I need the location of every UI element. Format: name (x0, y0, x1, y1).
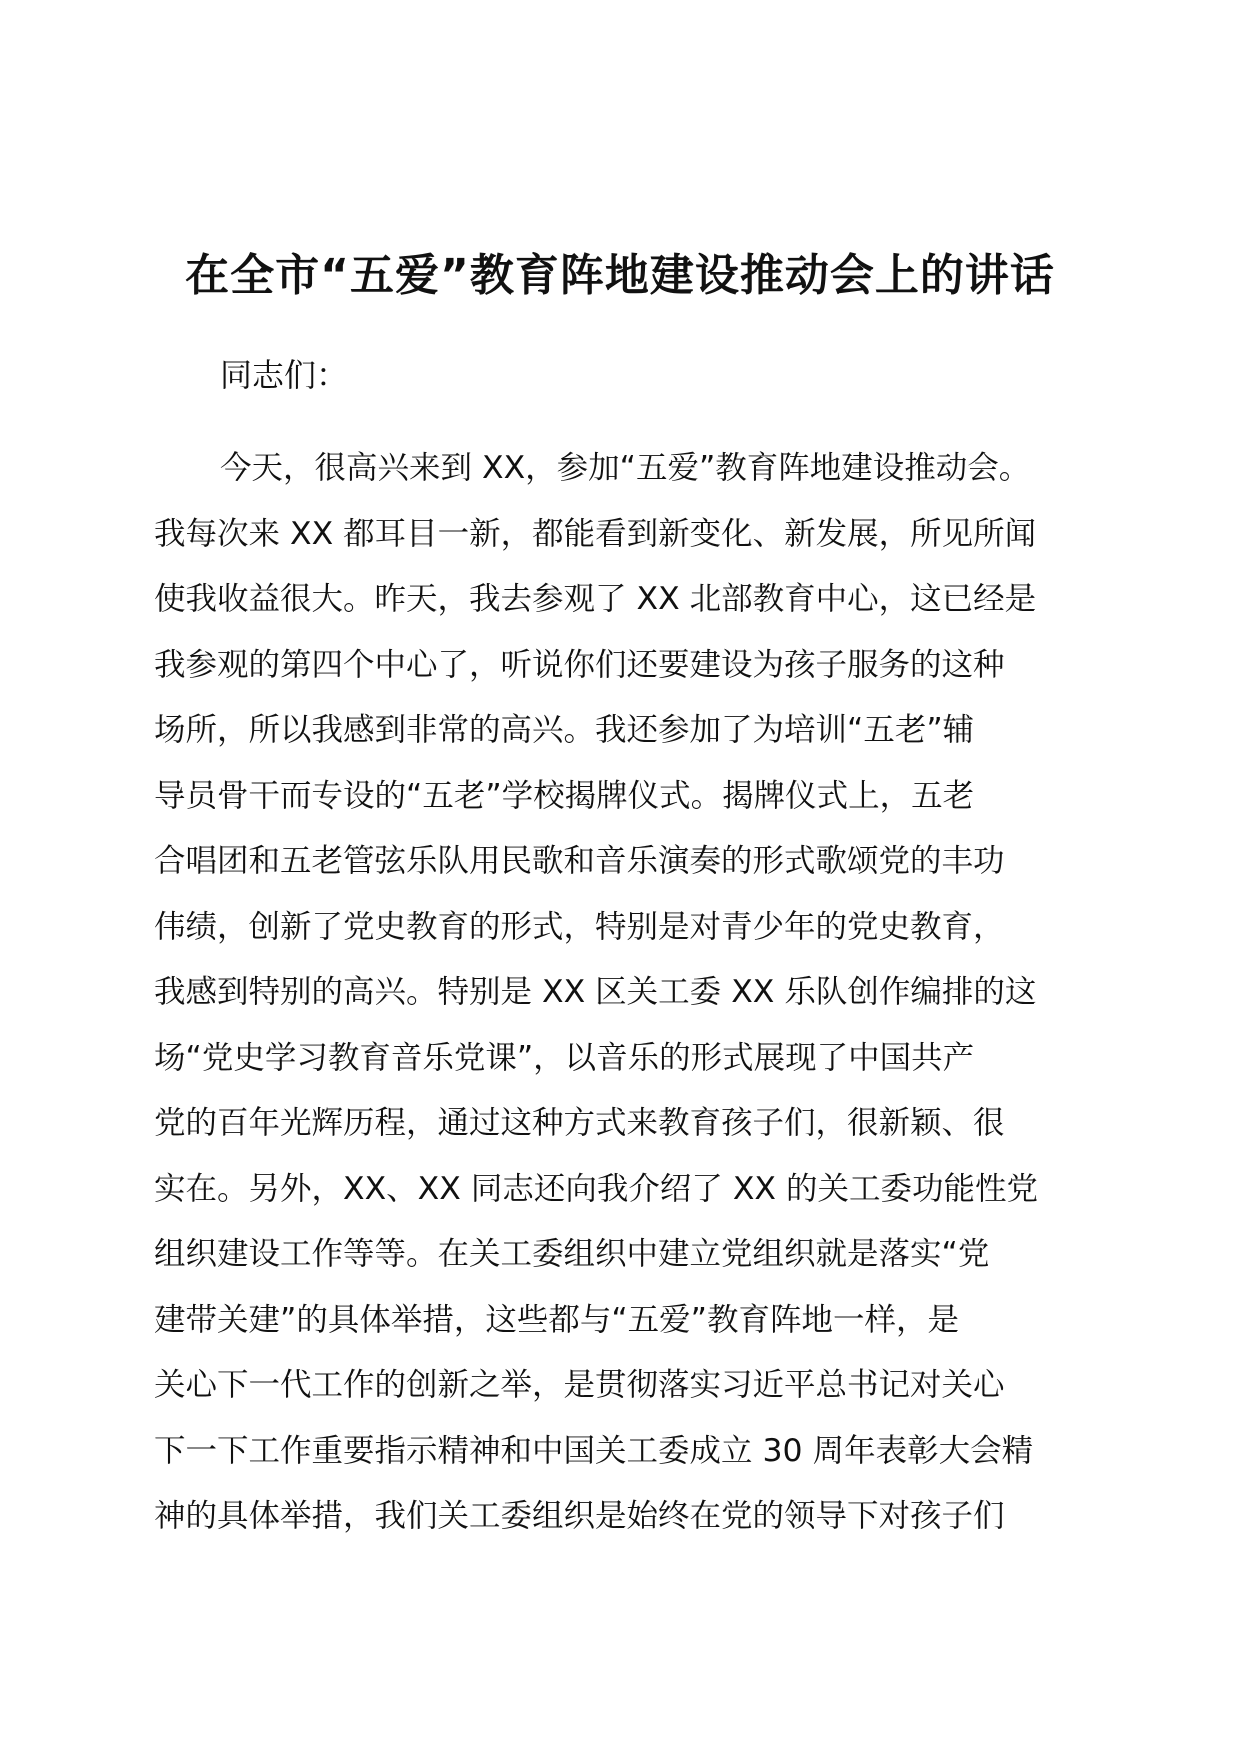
body-line: 组织建设工作等等。在关工委组织中建立党组织就是落实“党 (154, 1236, 990, 1272)
body-line: 场所，所以我感到非常的高兴。我还参加了为培训“五老”辅 (154, 712, 975, 748)
body-line: 建带关建”的具体举措，这些都与“五爱”教育阵地一样，是 (154, 1301, 959, 1338)
body-line: 导员骨干而专设的“五老”学校揭牌仪式。揭牌仪式上，五老 (154, 777, 975, 814)
document-title: 在全市“五爱”教育阵地建设推动会上的讲话 (185, 250, 1055, 301)
body-line: 我感到特别的高兴。特别是 XX 区关工委 XX 乐队创作编排的这 (154, 974, 1037, 1010)
body-line: 我参观的第四个中心了，听说你们还要建设为孩子服务的这种 (154, 646, 1005, 683)
body-line: 我每次来 XX 都耳目一新，都能看到新变化、新发展，所见所闻 (154, 515, 1037, 552)
body-line: 场“党史学习教育音乐党课”，以音乐的形式展现了中国共产 (154, 1039, 975, 1076)
body-line: 神的具体举措，我们关工委组织是始终在党的领导下对孩子们 (154, 1498, 1005, 1534)
body-line: 合唱团和五老管弦乐队用民歌和音乐演奏的形式歌颂党的丰功 (154, 843, 1005, 879)
body-line: 实在。另外，XX、XX 同志还向我介绍了 XX 的关工委功能性党 (154, 1170, 1039, 1207)
body-line: 党的百年光辉历程，通过这种方式来教育孩子们，很新颖、很 (154, 1105, 1005, 1141)
salutation: 同志们： (220, 356, 349, 394)
body-line: 下一下工作重要指示精神和中国关工委成立 30 周年表彰大会精 (154, 1432, 1034, 1469)
body-line: 伟绩，创新了党史教育的形式，特别是对青少年的党史教育， (154, 908, 1005, 945)
body-line: 关心下一代工作的创新之举，是贯彻落实习近平总书记对关心 (154, 1367, 1005, 1403)
body-line: 使我收益很大。昨天，我去参观了 XX 北部教育中心，这已经是 (154, 581, 1037, 617)
body-line: 今天，很高兴来到 XX，参加“五爱”教育阵地建设推动会。 (220, 450, 1031, 486)
body-paragraph (154, 436, 1094, 1550)
